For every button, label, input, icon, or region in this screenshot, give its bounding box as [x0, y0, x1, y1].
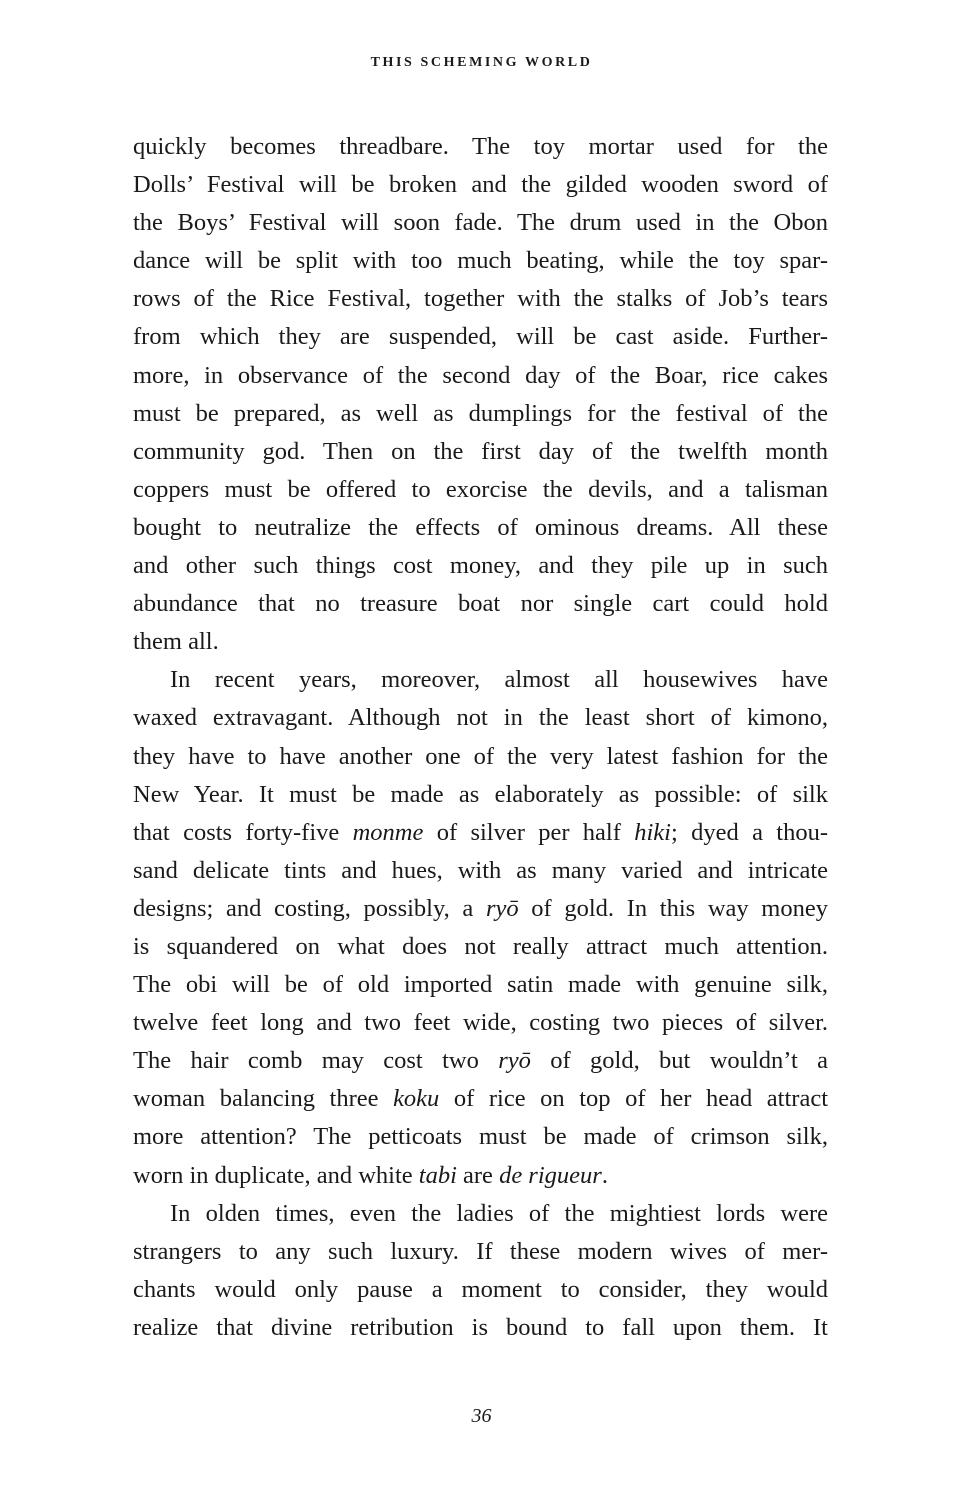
text-segment: designs; and costing, possibly, a [133, 894, 486, 922]
text-segment: . [601, 1161, 608, 1189]
text-line: community god. Then on the first day of the twelfth month [133, 437, 828, 465]
page-body [133, 128, 828, 1347]
text-line: sand delicate tints and hues, with as many varied and intricate [133, 856, 828, 884]
text-line: In recent years, moreover, almost all housewives have [170, 666, 828, 694]
italic-term: tabi [418, 1161, 457, 1189]
italic-term: koku [393, 1085, 440, 1113]
text-line: from which they are suspended, will be cast aside. Further- [133, 323, 828, 351]
text-line: realize that divine retribution is bound to fall upon them. It [133, 1313, 828, 1341]
paragraph [133, 661, 828, 1194]
text-line: twelve feet long and two feet wide, costing two pieces of silver. [133, 1009, 828, 1037]
text-line: quickly becomes threadbare. The toy mortar used for the [133, 133, 828, 160]
italic-term: hiki [634, 818, 671, 846]
italic-term: ryō [498, 1047, 531, 1075]
text-line: dance will be split with too much beating, while the toy spar- [133, 247, 828, 275]
text-line: they have to have another one of the very latest fashion for the [133, 742, 828, 770]
text-segment: The hair comb may cost two [133, 1047, 499, 1075]
text-line: bought to neutralize the effects of ominous dreams. All these [133, 513, 828, 541]
paragraph [133, 1195, 828, 1347]
text-line: more attention? The petticoats must be made of crimson silk, [133, 1123, 828, 1151]
text-segment: that costs forty-five [133, 818, 353, 846]
text-segment: ; dyed a thou- [670, 818, 828, 846]
text-line: must be prepared, as well as dumplings for the festival of the [133, 399, 828, 427]
text-line [133, 890, 828, 928]
text-segment: of silver per half [423, 818, 635, 846]
text-line: chants would only pause a moment to consider, they would [133, 1275, 828, 1303]
text-segment: woman balancing three [133, 1085, 394, 1113]
text-segment: are [456, 1161, 500, 1189]
text-line [133, 1080, 828, 1118]
text-line: is squandered on what does not really attract much attention. [133, 932, 828, 960]
text-line: rows of the Rice Festival, together with the stalks of Job’s tears [133, 285, 828, 313]
running-header: THIS SCHEMING WORLD [370, 55, 593, 70]
text-line: them all. [133, 628, 219, 656]
italic-term: monme [352, 818, 424, 846]
text-line: abundance that no treasure boat nor single cart could hold [133, 590, 828, 618]
text-segment: of gold. In this way money [518, 894, 828, 922]
text-line: more, in observance of the second day of the Boar, rice cakes [133, 361, 828, 389]
text-segment: of gold, but wouldn’t a [530, 1047, 828, 1075]
italic-term: de rigueur [499, 1161, 602, 1189]
text-line: In olden times, even the ladies of the mightiest lords were [170, 1199, 828, 1227]
page-number: 36 [471, 1405, 492, 1427]
text-line [133, 1157, 828, 1195]
text-line: strangers to any such luxury. If these modern wives of mer- [133, 1237, 828, 1265]
text-segment: worn in duplicate, and white [133, 1161, 419, 1189]
text-line [133, 814, 828, 852]
paragraph [133, 128, 828, 661]
text-line: and other such things cost money, and they pile up in such [133, 552, 828, 580]
text-line: coppers must be offered to exorcise the devils, and a talisman [133, 475, 828, 503]
text-line: Dolls’ Festival will be broken and the gilded wooden sword of [133, 171, 828, 199]
text-line [133, 1042, 828, 1080]
text-segment: of rice on top of her head attract [439, 1085, 828, 1113]
text-line: waxed extravagant. Although not in the least short of kimono, [133, 704, 828, 732]
italic-term: ryō [485, 894, 519, 922]
text-line: New Year. It must be made as elaborately as possible: of silk [133, 780, 828, 808]
text-line: The obi will be of old imported satin made with genuine silk, [133, 971, 828, 999]
text-line: the Boys’ Festival will soon fade. The drum used in the Obon [133, 209, 828, 237]
